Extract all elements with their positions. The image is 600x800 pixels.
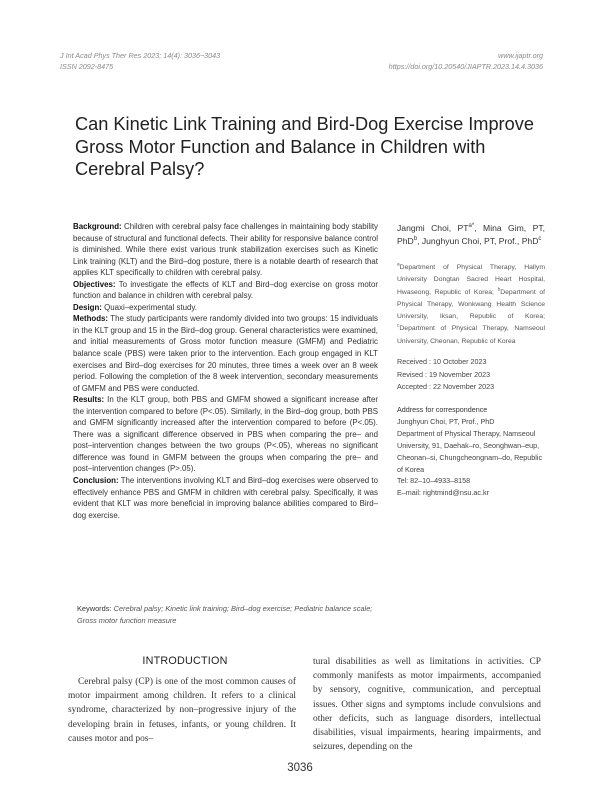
abstract xyxy=(73,221,378,521)
affiliation-superscript: a xyxy=(397,262,400,268)
journal-citation: J Int Acad Phys Ther Res 2023; 14(4): 3036~3043 xyxy=(60,51,221,60)
page-number: 3036 xyxy=(287,762,313,774)
author-name: Jangmi Choi, PT xyxy=(397,223,469,233)
objectives-label: Objectives: xyxy=(73,279,116,289)
correspondence-name: Junghyun Choi, PT, Prof., PhD xyxy=(397,416,495,426)
abstract-design xyxy=(73,302,378,314)
methods-text: The study participants were randomly divided into two groups: 15 individuals in the KLT group and 15 in the Bird–dog group. General characteristics were examined, and initial measurements of Gross motor function measure (GMFM) and Pediatric balance scale (PBS) were taken prior to the intervention. Each group engaged in KLT exercises and Bird–dog exercises for 20 minutes, three times a week over an 8 week period. Following the completion of the 8 week intervention, secondary measurements of GMFM and PBS were conducted. xyxy=(73,314,378,393)
affiliation-text: Department of Physical Therapy, Namseoul University, Cheonan, Republic of Korea xyxy=(397,325,545,345)
keywords xyxy=(77,603,377,627)
affiliation-text: Department of Physical Therapy, Hallym University Dongtan Sacred Heart Hospital, Hwaseong, Republic of Korea; xyxy=(397,264,545,296)
conclusion-text: The interventions involving KLT and Bird–dog exercises were observed to effectively enhance PBS and GMFM in children with cerebral palsy. Specifically, it was evident that KLT was more beneficial in improving balance abilities compared to Bird–dog exercise. xyxy=(73,476,378,520)
journal-website-link[interactable]: www.ijaptr.org xyxy=(498,51,543,60)
design-text: Quaxi–experimental study. xyxy=(101,302,197,312)
correspondence-address: Department of Physical Therapy, Namseoul University, 91, Daehak–ro, Seonghwan–eup, Cheonan–si, Chungcheongnam–do, Republic of Korea xyxy=(397,428,543,474)
results-label: Results: xyxy=(73,395,105,405)
affiliations xyxy=(397,262,545,348)
article-dates xyxy=(397,356,545,394)
design-label: Design: xyxy=(73,302,102,312)
affiliation-superscript: b xyxy=(497,287,501,293)
intro-paragraph: tural disabilities as well as limitations in activities. CP commonly manifests as motor impairments, accompanied by sensory, cognitive, communication, and perceptual issues. Other signs and symptoms include convulsions and other deficits, such as language disorders, intellectual disabilities, visual impairments, hearing impairments, and seizures, depending on the xyxy=(313,657,541,753)
objectives-text: To investigate the effects of KLT and Bird–dog exercise on gross motor function and balance in children with cerebral palsy. xyxy=(73,279,378,301)
abstract-results xyxy=(73,394,378,475)
received-date: Received : 10 October 2023 xyxy=(397,357,487,366)
methods-label: Methods: xyxy=(73,314,109,324)
correspondence-tel: Tel: 82–10–4933–8158 xyxy=(397,476,471,486)
abstract-methods xyxy=(73,313,378,394)
introduction-heading: INTRODUCTION xyxy=(142,655,228,667)
paper-title: Can Kinetic Link Training and Bird-Dog Exercise Improve Gross Motor Function and Balance in Children with Cerebral Palsy? xyxy=(75,114,534,179)
affiliation-text: Department of Physical Therapy, Wonkwang Health Science University, Iksan, Republic of Korea; xyxy=(397,288,545,321)
author-name: Junghyun Choi, PT, Prof., PhD xyxy=(421,235,539,246)
keywords-label: Keywords: xyxy=(77,604,114,613)
author-superscript: c xyxy=(538,235,542,242)
background-text: Children with cerebral palsy face challenges in maintaining body stability because of structural and functional defects. Their ability for responsive balance control is diminished. While there exist various trunk stabilization exercises such as Kinetic Link training (KLT) and the Bird–dog posture, there is a notable dearth of research that applies KLT specifically to children with cerebral palsy. xyxy=(73,222,378,278)
author-name: Mina Gim, PT, PhD xyxy=(397,223,546,246)
doi-link[interactable]: https://doi.org/10.20540/JIAPTR.2023.14.4.3036 xyxy=(388,62,543,71)
abstract-objectives xyxy=(73,279,378,302)
correspondence-heading: Address for correspondence xyxy=(397,405,488,414)
body-column-right xyxy=(313,655,541,754)
correspondence-email[interactable]: E–mail: rightmind@nsu.ac.kr xyxy=(397,488,489,498)
affiliation-superscript: c xyxy=(397,324,400,330)
author-superscript: a* xyxy=(468,223,475,230)
issn: ISSN 2092-8475 xyxy=(60,62,114,71)
background-label: Background: xyxy=(73,222,122,231)
conclusion-label: Conclusion: xyxy=(73,476,119,486)
intro-paragraph: Cerebral palsy (CP) is one of the most common causes of motor impairment among children. It refers to a clinical syndrome, characterized by non–progressive injury of the developing brain in fetuses, infants, or young children. It causes motor and pos– xyxy=(68,677,296,744)
author-list: Jangmi Choi, $PT^{a*}$, Mina Gim, PT, PhD$^b$, Junghyun Choi, PT, Prof., PhD$^c$ xyxy=(397,223,546,246)
body-column-left xyxy=(68,675,296,746)
results-text: In the KLT group, both PBS and GMFM showed a significant increase after the intervention compared to before (P<.05). Similarly, in the Bird–dog group, both PBS and GMFM significantly increased after the intervention compared to before (P<.05). There was a significant difference observed in PBS when comparing the pre– and post–intervention changes between the two groups (P<.05), whereas no significant difference was found in GMFM between the groups when comparing the pre– and post–intervention changes (P>.05). xyxy=(73,395,378,474)
keywords-list: Cerebral palsy; Kinetic link training; Bird–dog exercise; Pediatric balance scale; Gross motor function measure xyxy=(77,604,373,626)
author-superscript: b xyxy=(413,235,418,242)
abstract-conclusion xyxy=(73,475,378,521)
accepted-date: Accepted : 22 November 2023 xyxy=(397,382,495,392)
correspondence xyxy=(397,404,545,499)
revised-date: Revised : 19 November 2023 xyxy=(397,369,491,379)
abstract-background xyxy=(73,221,378,279)
